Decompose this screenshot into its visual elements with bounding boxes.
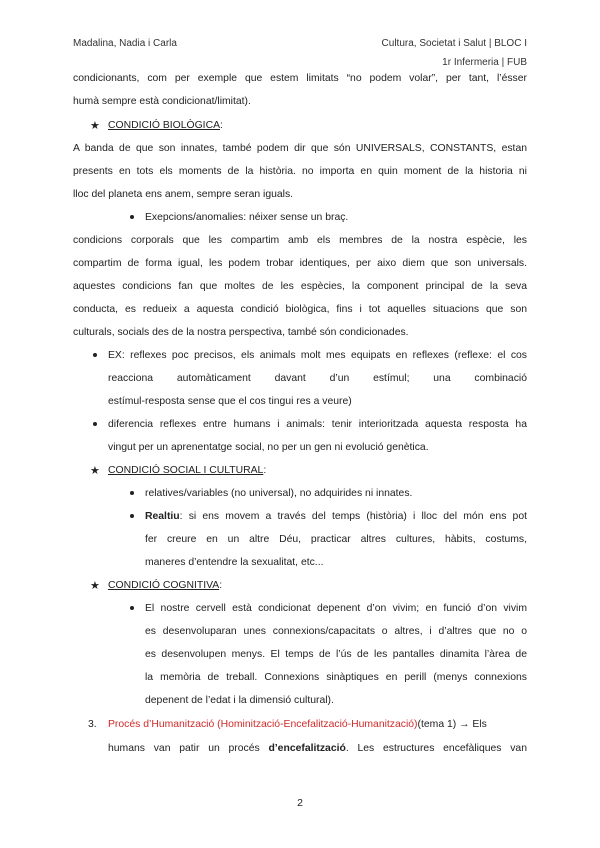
cognitive-line2: es desenvoluparan unes connexions/capacitats o altres, i d’altres que no o xyxy=(145,626,527,637)
cognitive-line3: es desenvolupen menys. El temps de l’ús de les pantalles dinamita l’àrea de xyxy=(145,649,527,660)
bullet-dot-icon xyxy=(93,422,97,426)
bio-bullet1-line2: reacciona automàticament davant d’un estímul; una combinació xyxy=(108,373,527,384)
bio-para2-line5: culturals, socials des de la nostra perspectiva, també són condicionades. xyxy=(73,327,409,338)
intro-line-1: condicionants, com per exemple que estem limitats “no podem volar”, per tant, l’ésser xyxy=(73,73,527,84)
intro-line-2: humà sempre està condicionat/limitat). xyxy=(73,96,251,107)
header-authors: Madalina, Nadia i Carla xyxy=(73,38,177,49)
cognitive-line4: la memòria de treball. Connexions sinàptiques en perill (menys connexions xyxy=(145,672,527,683)
bio-para1-line3: lloc del planeta ens anem, sempre seran iguals. xyxy=(73,189,294,200)
bullet-dot-icon xyxy=(93,353,97,357)
bio-bullet1-line1: EX: reflexes poc precisos, els animals molt mes equipats en reflexes (reflexe: el cos xyxy=(108,350,527,361)
star-bullet-icon: ★ xyxy=(90,580,100,592)
bullet-dot-icon xyxy=(130,606,134,610)
bio-exception-bullet: Exepcions/anomalies: néixer sense un braç. xyxy=(145,212,349,223)
bullet-dot-icon xyxy=(130,215,134,219)
item3-title: Procés d’Humanització (Hominització-Encefalització-Humanització) xyxy=(108,719,418,730)
page-number: 2 xyxy=(297,797,303,809)
bio-para2-line4: conducta, es redueix a aquesta condició biològica, fins i tot aquelles situacions que son xyxy=(73,304,527,315)
item3-line2: humans van patir un procés d’encefalització. Les estructures encefàliques van xyxy=(108,743,527,754)
bullet-dot-icon xyxy=(130,491,134,495)
social-bullet2-line3: maneres d’entendre la sexualitat, etc... xyxy=(145,557,324,568)
social-bullet1: relatives/variables (no universal), no adquirides ni innates. xyxy=(145,488,413,499)
list-number: 3. xyxy=(88,719,97,730)
section-heading-cognitive: CONDICIÓ COGNITIVA: xyxy=(108,580,223,591)
bio-bullet1-line3: estímul-resposta sense que el cos tingui res a veure) xyxy=(108,396,352,407)
cognitive-line5: depenent de l’edat i la dimensió cultural). xyxy=(145,695,334,706)
section-heading-biological: CONDICIÓ BIOLÒGICA: xyxy=(108,120,223,131)
bio-para2-line1: condicions corporals que les compartim amb els membres de la nostra espècie, les xyxy=(73,235,527,246)
social-bullet2-line2: fer creure en un altre Déu, practicar altres cultures, hàbits, costums, xyxy=(145,534,527,545)
bio-para1-line2: presents en tots els moments de la història. no importa en quin moment de la historia ni xyxy=(73,166,527,177)
item3-line1: Procés d’Humanització (Hominització-Encefalització-Humanització)(tema 1) → Els xyxy=(108,719,487,730)
star-bullet-icon: ★ xyxy=(90,120,100,132)
bio-para1-line1: A banda de que son innates, també podem dir que són UNIVERSALS, CONSTANTS, estan xyxy=(73,143,527,154)
bio-bullet2-line1: diferencia reflexes entre humans i animals: tenir interioritzada aquesta resposta ha xyxy=(108,419,527,430)
star-bullet-icon: ★ xyxy=(90,465,100,477)
cognitive-line1: El nostre cervell està condicionat depenent d’on vivim; en funció d’on vivim xyxy=(145,603,527,614)
header-program: 1r Infermeria | FUB xyxy=(442,57,527,68)
header-course: Cultura, Societat i Salut | BLOC I xyxy=(381,38,527,49)
bio-para2-line3: aquestes condicions fan que moltes de les espècies, la component principal de la seva xyxy=(73,281,527,292)
bio-para2-line2: compartim de forma igual, les podem trobar identiques, per aixo diem que son universals. xyxy=(73,258,527,269)
bio-bullet2-line2: vingut per un aprenentatge social, no per un gen ni evolució genètica. xyxy=(108,442,429,453)
social-bullet2-line1: Realtiu: si ens movem a través del temps (història) i lloc del món ens pot xyxy=(145,511,527,522)
bullet-dot-icon xyxy=(130,514,134,518)
section-heading-social-cultural: CONDICIÓ SOCIAL I CULTURAL: xyxy=(108,465,267,476)
